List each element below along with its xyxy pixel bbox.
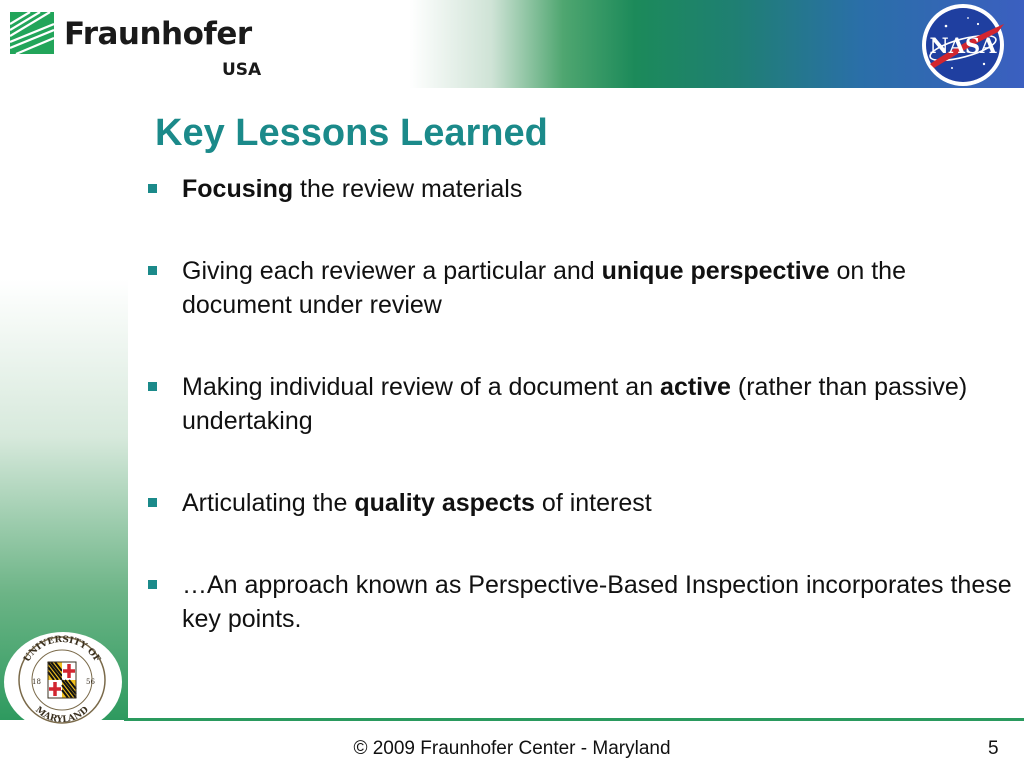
bullet-text-bold: unique perspective: [601, 257, 830, 285]
fraunhofer-mark-icon: [10, 12, 54, 54]
seal-top-text: UNIVERSITY OF: [22, 634, 102, 665]
fraunhofer-logo: [10, 12, 270, 82]
left-gradient-strip: [0, 90, 128, 720]
bullet-square-icon: [148, 498, 157, 507]
bullet-text-pre: Articulating the: [182, 489, 355, 517]
seal-bottom-text: MARYLAND: [33, 705, 91, 724]
fraunhofer-wordmark: Fraunhofer: [64, 16, 252, 52]
footer-copyright: © 2009 Fraunhofer Center - Maryland: [353, 738, 671, 759]
bullet-text-bold: quality aspects: [354, 489, 535, 517]
bullet-text-post: on the document under review: [182, 257, 906, 319]
footer-rule: [124, 718, 1024, 721]
bullet-text-bold: Focusing: [182, 175, 294, 203]
bullet-text-pre: …An approach known as Perspective-Based Inspection incorporates these key points.: [182, 571, 1012, 633]
bullet-text-post: of interest: [534, 489, 652, 517]
bullet-text-bold: active: [660, 373, 731, 401]
bullet-item: [146, 486, 1016, 520]
bullet-item: [146, 568, 1016, 636]
bullet-list: [146, 172, 1016, 684]
bullet-square-icon: [148, 266, 157, 275]
university-of-maryland-seal-icon: [10, 632, 114, 724]
bullet-text-post: the review materials: [293, 175, 523, 203]
bullet-item: [146, 254, 1016, 322]
bullet-text-post: (rather than passive) undertaking: [182, 373, 968, 435]
slide-title: Key Lessons Learned: [155, 112, 548, 154]
nasa-logo-text: NASA: [929, 33, 997, 58]
bullet-item: [146, 172, 1016, 206]
seal-year-left: 18: [32, 678, 41, 686]
seal-year-right: 56: [86, 678, 95, 686]
bullet-text-pre: Giving each reviewer a particular and: [182, 257, 602, 285]
nasa-logo-icon: [912, 2, 1014, 88]
bullet-text-pre: Making individual review of a document an: [182, 373, 661, 401]
bullet-item: [146, 370, 1016, 438]
page-number: 5: [988, 738, 999, 759]
bullet-square-icon: [148, 580, 157, 589]
fraunhofer-usa-label: USA: [222, 60, 262, 80]
bullet-square-icon: [148, 382, 157, 391]
bullet-square-icon: [148, 184, 157, 193]
